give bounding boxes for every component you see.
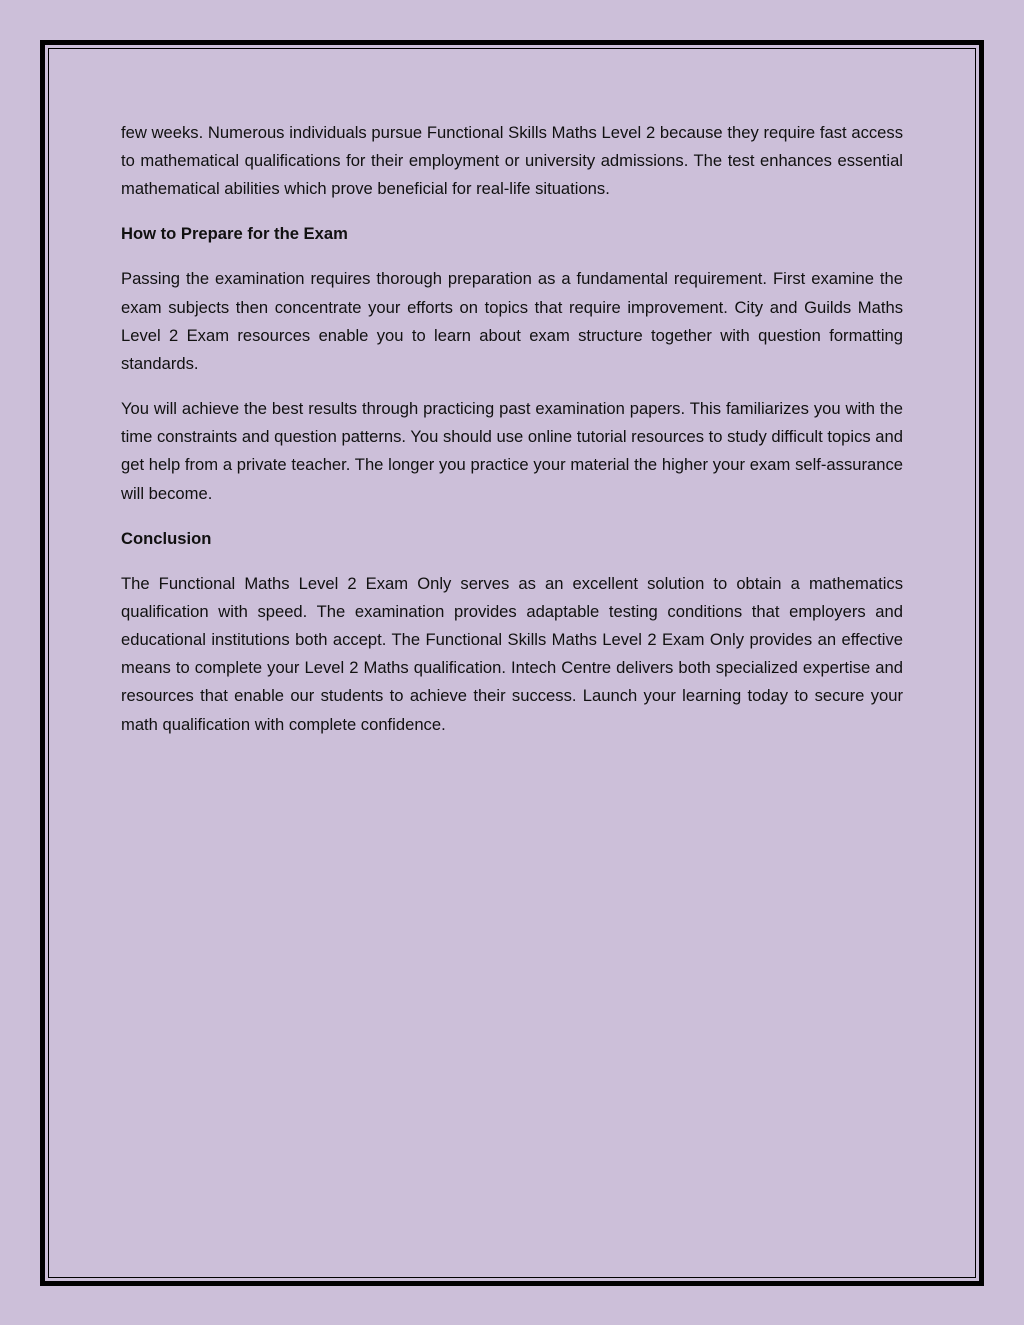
- paragraph-intro: few weeks. Numerous individuals pursue Functional Skills Maths Level 2 because they require fast access to mathematical qualifications for their employment or university admissions. The test enhances essential mathematical abilities which prove beneficial for real-life situations.: [121, 123, 903, 199]
- document-body: [121, 119, 903, 756]
- heading-prepare: How to Prepare for the Exam: [121, 224, 348, 244]
- paragraph-prepare-1: Passing the examination requires thorough preparation as a fundamental requirement. First examine the exam subjects then concentrate your efforts on topics that require improvement. City and Guilds Maths Level 2 Exam resources enable you to learn about exam structure together with question formatting standards.: [121, 269, 903, 374]
- paragraph-conclusion: The Functional Maths Level 2 Exam Only serves as an excellent solution to obtain a mathematics qualification with speed. The examination provides adaptable testing conditions that employers and educational institutions both accept. The Functional Skills Maths Level 2 Exam Only provides an effective means to complete your Level 2 Maths qualification. Intech Centre delivers both specialized expertise and resources that enable our students to achieve their success. Launch your learning today to secure your math qualification with complete confidence.: [121, 573, 903, 734]
- paragraph-prepare-2: You will achieve the best results through practicing past examination papers. This familiarizes you with the time constraints and question patterns. You should use online tutorial resources to study difficult topics and get help from a private teacher. The longer you practice your material the higher your exam self-assurance will become.: [121, 399, 903, 503]
- heading-conclusion: Conclusion: [121, 528, 212, 548]
